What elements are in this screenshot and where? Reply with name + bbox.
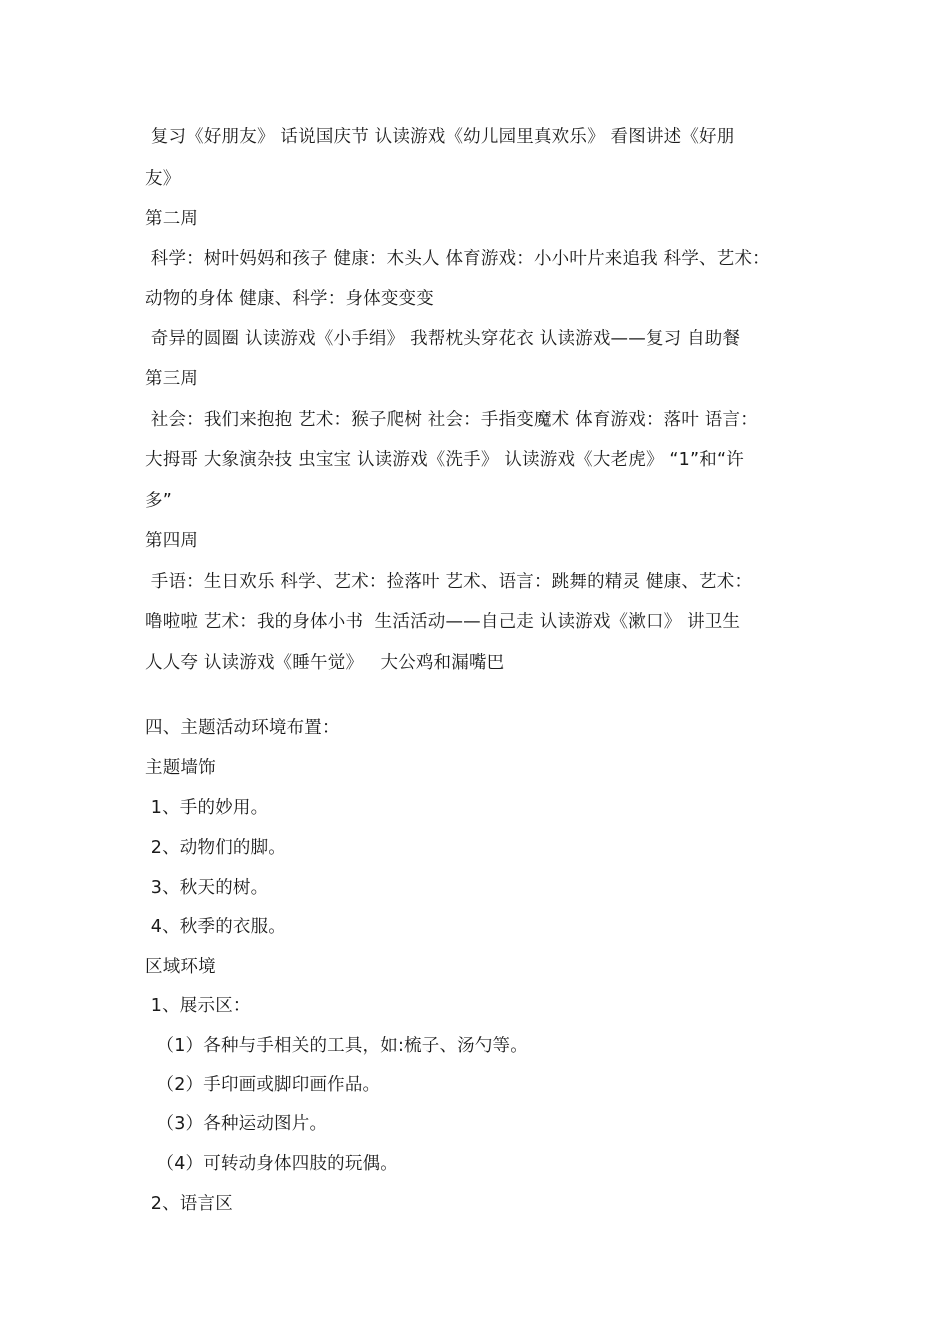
text-line: 科学：树叶妈妈和孩子 健康：木头人 体育游戏：小小叶片来追我 科学、艺术： [145,249,770,269]
text-line: 奇异的圆圈 认读游戏《小手绢》 我帮枕头穿花衣 认读游戏——复习 自助餐 [145,329,741,349]
subsection-heading: 主题墙饰 [145,758,216,778]
text-line: 人人夸 认读游戏《睡午觉》 大公鸡和漏嘴巴 [145,653,505,673]
list-item: （1）各种与手相关的工具，如:梳子、汤勺等。 [145,1036,528,1056]
week-heading: 第三周 [145,369,199,389]
list-item: 3、秋天的树。 [145,878,269,898]
text-line: 手语：生日欢乐 科学、艺术：捡落叶 艺术、语言：跳舞的精灵 健康、艺术： [145,572,753,592]
text-line: 动物的身体 健康、科学：身体变变变 [145,289,434,309]
week-heading: 第二周 [145,209,199,229]
list-item: （3）各种运动图片。 [145,1114,328,1134]
list-item: （4）可转动身体四肢的玩偶。 [145,1154,398,1174]
text-line: 噜啦啦 艺术：我的身体小书 生活活动——自己走 认读游戏《漱口》 讲卫生 [145,612,741,632]
list-item: （2）手印画或脚印画作品。 [145,1075,381,1095]
list-item: 1、展示区： [145,996,251,1016]
week-heading: 第四周 [145,531,199,551]
text-line: 复习《好朋友》 话说国庆节 认读游戏《幼儿园里真欢乐》 看图讲述《好朋 [145,127,735,147]
text-line: 多” [145,491,172,511]
text-line: 友》 [145,169,181,189]
list-item: 2、动物们的脚。 [145,838,286,858]
section-heading: 四、主题活动环境布置： [145,718,340,738]
text-line: 大拇哥 大象演杂技 虫宝宝 认读游戏《洗手》 认读游戏《大老虎》 “1”和“许 [145,450,744,470]
text-line: 社会：我们来抱抱 艺术：猴子爬树 社会：手指变魔术 体育游戏：落叶 语言： [145,410,758,430]
subsection-heading: 区域环境 [145,957,216,977]
list-item: 4、秋季的衣服。 [145,917,286,937]
list-item: 2、语言区 [145,1194,233,1214]
list-item: 1、手的妙用。 [145,798,269,818]
